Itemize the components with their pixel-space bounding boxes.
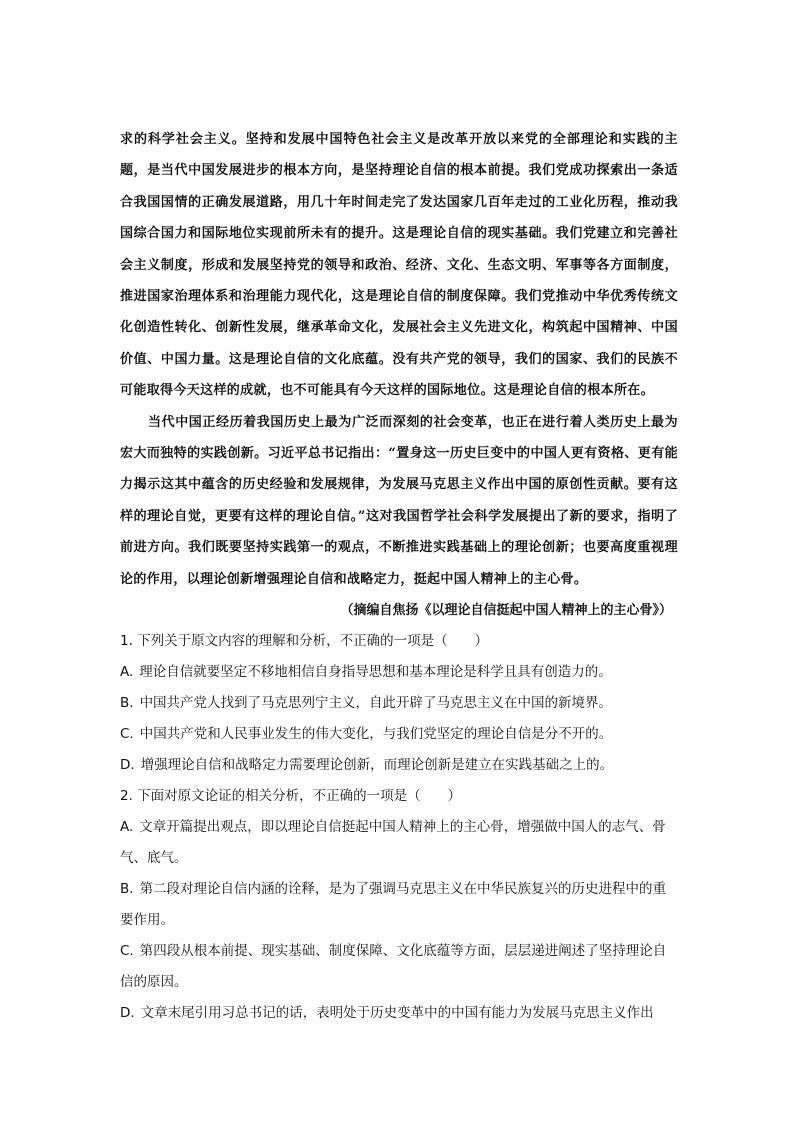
question-option-d	[120, 998, 678, 1029]
question-stem: 1. 下列关于原文内容的理解和分析，不正确的一项是（ ）	[120, 633, 489, 650]
question-option-b	[120, 874, 678, 936]
option-label: A.	[120, 819, 134, 836]
question-option-a	[120, 812, 678, 874]
option-label: D.	[120, 1005, 135, 1022]
passage-paragraph-2: 当代中国正经历着我国历史上最为广泛而深刻的社会变革，也正在进行着人类历史上最为宏大而独特的实践创新。习近平总书记指出：“置身这一历史巨变中的中国人更有资格、更有能力揭示这其中蕴含的历史经验和发展规律，为发展马克思主义作出中国的原创性贡献。要有这样的理论自觉，更要有这样的理论自信。”这对我国哲学社会科学发展提出了新的要求，指明了前进方向。我们既要坚持实践第一的观点，不断推进实践基础上的理论创新；也要高度重视理论的作用，以理论创新增强理论自信和战略定力，挺起中国人精神上的主心骨。	[120, 414, 678, 587]
option-text: 中国共产党人找到了马克思列宁主义，自此开辟了马克思主义在中国的新境界。	[139, 695, 613, 712]
option-text: 中国共产党和人民事业发生的伟大变化，与我们党坚定的理论自信是分不开的。	[139, 726, 613, 743]
page-content	[120, 124, 678, 1029]
option-text: 第二段对理论自信内涵的诠释，是为了强调马克思主义在中华民族复兴的历史进程中的重要作用。	[120, 881, 667, 929]
option-label: A.	[120, 664, 134, 681]
question-option-a	[120, 657, 678, 688]
option-label: C.	[120, 726, 134, 743]
option-text: 增强理论自信和战略定力需要理论创新，而理论创新是建立在实践基础之上的。	[140, 757, 614, 774]
question-option-d	[120, 750, 678, 781]
passage-paragraph-1: 求的科学社会主义。坚持和发展中国特色社会主义是改革开放以来党的全部理论和实践的主题，是当代中国发展进步的根本方向，是坚持理论自信的根本前提。我们党成功探索出一条适合我国国情的正确发展道路，用几十年时间走完了发达国家几百年走过的工业化历程，推动我国综合国力和国际地位实现前所未有的提升。这是理论自信的现实基础。我们党建立和完善社会主义制度，形成和发展坚持党的领导和政治、经济、文化、生态文明、军事等各方面制度，推进国家治理体系和治理能力现代化，这是理论自信的制度保障。我们党推动中华优秀传统文化创造性转化、创新性发展，继承革命文化，发展社会主义先进文化，构筑起中国精神、中国价值、中国力量。这是理论自信的文化底蕴。没有共产党的领导，我们的国家、我们的民族不可能取得今天这样的成就，也不可能具有今天这样的国际地位。这是理论自信的根本所在。	[120, 132, 678, 399]
question-list	[120, 626, 678, 1029]
option-label: B.	[120, 881, 134, 898]
question-option-c	[120, 936, 678, 998]
question-2	[120, 781, 678, 1029]
option-label: B.	[120, 695, 134, 712]
question-option-b	[120, 688, 678, 719]
question-stem: 2. 下面对原文论证的相关分析，不正确的一项是（ ）	[120, 788, 462, 805]
question-option-c	[120, 719, 678, 750]
question-1	[120, 626, 678, 781]
option-text: 第四段从根本前提、现实基础、制度保障、文化底蕴等方面，层层递进阐述了坚持理论自信的原因。	[120, 943, 667, 991]
option-label: D.	[120, 757, 135, 774]
option-text: 文章末尾引用习总书记的话，表明处于历史变革中的中国有能力为发展马克思主义作出	[140, 1005, 654, 1022]
option-text: 理论自信就要坚定不移地相信自身指导思想和基本理论是科学且具有创造力的。	[139, 664, 612, 681]
option-label: C.	[120, 943, 134, 960]
option-text: 文章开篇提出观点，即以理论自信挺起中国人精神上的主心骨，增强做中国人的志气、骨气、底气。	[120, 819, 666, 867]
passage-source: （摘编自焦扬《以理论自信挺起中国人精神上的主心骨》）	[340, 603, 672, 619]
